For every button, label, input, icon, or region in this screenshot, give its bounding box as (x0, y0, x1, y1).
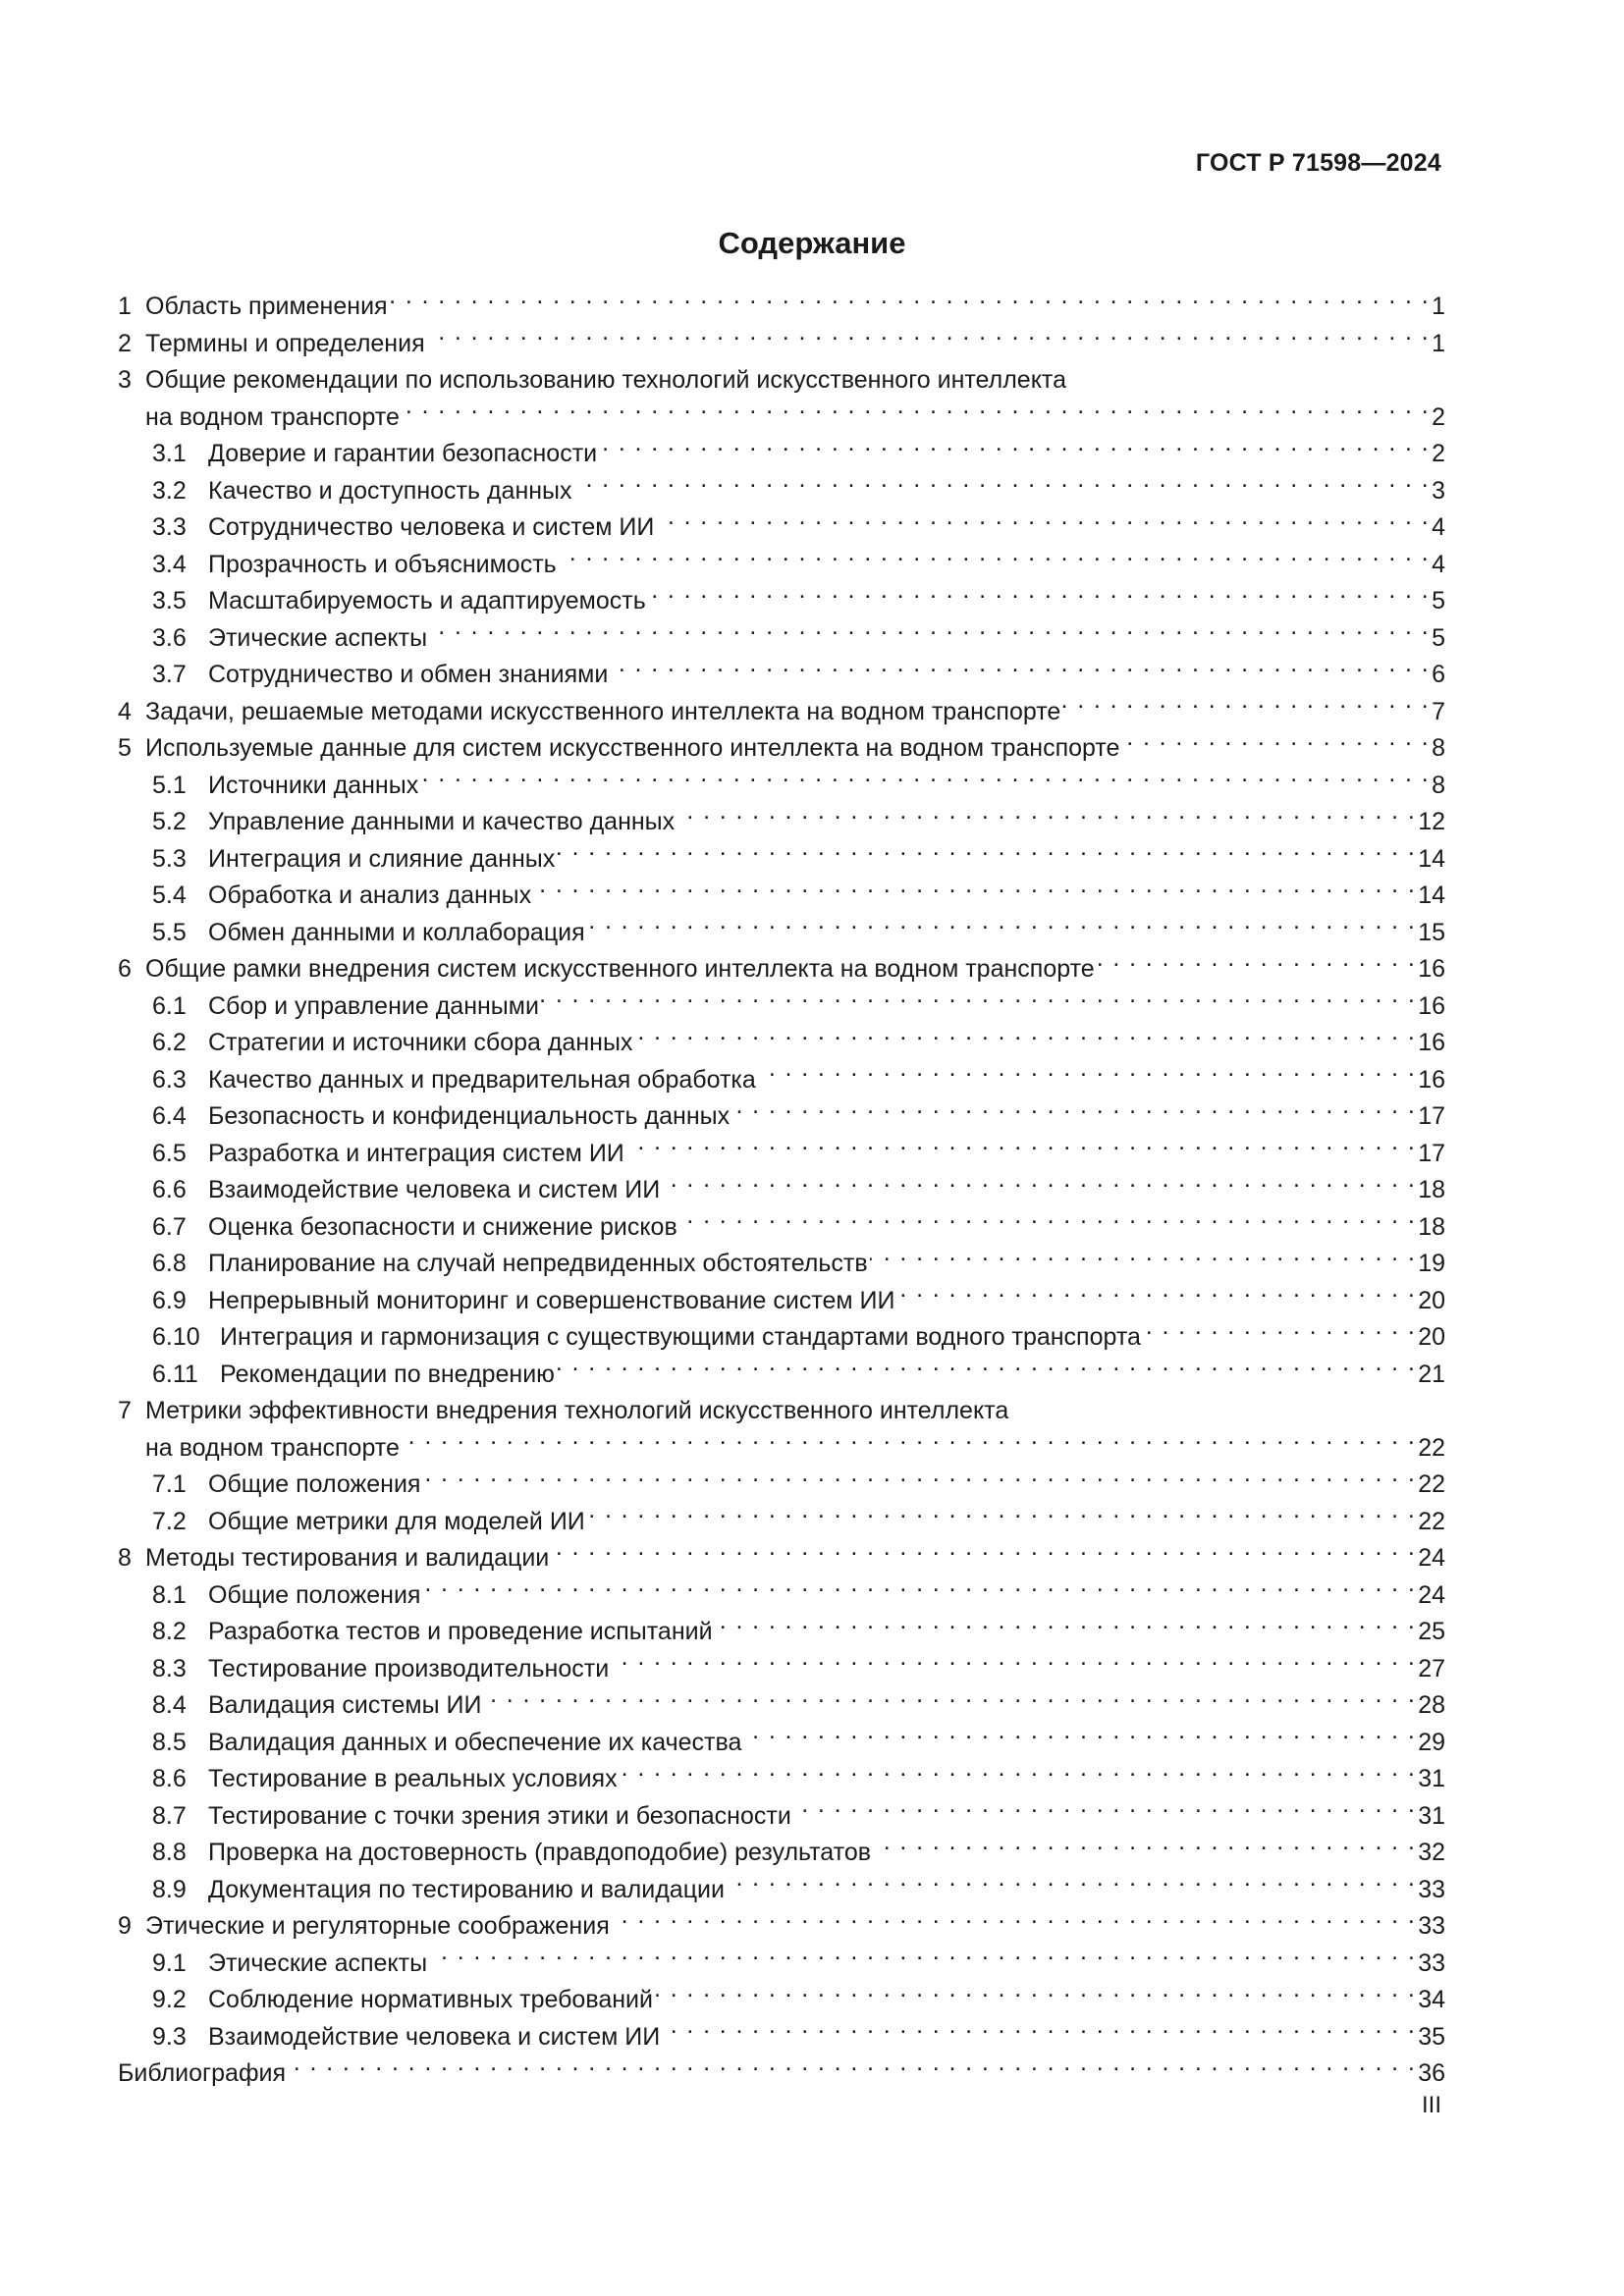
toc-entry-label: Общие метрики для моделей ИИ (208, 1507, 585, 1535)
toc-entry-number: 7.1 (152, 1470, 187, 1498)
toc-entry (118, 1467, 1445, 1504)
toc-entry-label: Разработка тестов и проведение испытаний (208, 1618, 713, 1645)
toc-entry (118, 988, 1445, 1026)
leader-dots (1097, 952, 1417, 977)
leader-dots (541, 989, 1416, 1014)
toc-entry-label: Прозрачность и объяснимость (208, 550, 557, 578)
toc-entry-label: Общие положения (208, 1580, 421, 1609)
toc-entry-page: 5 (1432, 587, 1445, 614)
toc-entry-page: 20 (1418, 1286, 1445, 1314)
toc-entry-label: Соблюдение нормативных требований (208, 1986, 653, 2013)
toc-entry-number: 9 (118, 1912, 132, 1940)
toc-entry-page: 7 (1432, 697, 1445, 725)
toc-entry-label: Тестирование с точки зрения этики и безопасности (208, 1801, 791, 1830)
toc-entry-page: 24 (1418, 1580, 1445, 1609)
leader-dots (626, 1137, 1416, 1161)
toc-entry-number: 5.5 (152, 918, 187, 946)
leader-dots (574, 474, 1431, 499)
toc-entry-label: Проверка на достоверность (правдоподобие) результатов (208, 1839, 872, 1866)
toc-entry-number: 3.6 (152, 623, 187, 652)
toc-entry-number: 3.5 (152, 587, 187, 614)
toc-entry (118, 1283, 1445, 1320)
leader-dots (743, 1726, 1416, 1750)
toc-entry-number: 3.2 (152, 476, 187, 505)
toc-entry-number: 8.6 (152, 1765, 187, 1792)
toc-entry-page: 21 (1418, 1360, 1445, 1388)
leader-dots (611, 1652, 1416, 1677)
leader-dots (662, 2020, 1416, 2045)
toc-entry-label: Тестирование производительности (208, 1654, 610, 1682)
toc-entry-number: 8.2 (152, 1618, 187, 1645)
toc-entry-number: 9.1 (152, 1949, 187, 1977)
toc-entry-page: 22 (1418, 1507, 1445, 1535)
leader-dots (870, 1247, 1417, 1271)
toc-entry-page: 33 (1418, 1949, 1445, 1977)
leader-dots (758, 1063, 1416, 1088)
toc-title: Содержание (718, 226, 906, 260)
toc-entry-label: Разработка и интеграция систем ИИ (208, 1139, 624, 1167)
toc-entry-page: 14 (1418, 844, 1445, 873)
toc-entry-label: Взаимодействие человека и систем ИИ (208, 2022, 661, 2051)
toc-entry (118, 1872, 1445, 1909)
toc-entry-page: 8 (1432, 771, 1445, 799)
page-number: III (1421, 2092, 1441, 2118)
toc-entry (118, 1172, 1445, 1209)
toc-entry (118, 1614, 1445, 1651)
toc-entry-label: Интеграция и слияние данных (208, 844, 556, 873)
toc-entry-page: 28 (1418, 1691, 1445, 1719)
toc-entry (118, 1982, 1445, 2019)
toc-entry-number: 8.7 (152, 1801, 187, 1830)
toc-entry-page: 20 (1418, 1323, 1445, 1351)
leader-dots (288, 2056, 1416, 2081)
leader-dots (557, 842, 1416, 867)
toc-entry-number: 6.4 (152, 1102, 187, 1130)
toc-entry-page: 8 (1432, 734, 1445, 762)
leader-dots (599, 437, 1430, 461)
leader-dots (679, 1210, 1416, 1235)
toc-entry-page: 22 (1418, 1433, 1445, 1462)
toc-entry-number: 8.3 (152, 1654, 187, 1682)
toc-entry (118, 1835, 1445, 1872)
toc-entry-number: 6.3 (152, 1065, 187, 1094)
toc-entry-page: 36 (1418, 2059, 1445, 2087)
toc-entry (118, 2056, 1445, 2093)
toc-entry-number: 6.10 (152, 1323, 200, 1351)
toc-entry-page: 17 (1418, 1102, 1445, 1130)
toc-entry-label: Методы тестирования и валидации (145, 1544, 550, 1572)
toc-entry-label: Непрерывный мониторинг и совершенствование систем ИИ (208, 1286, 895, 1314)
toc-entry-label: Источники данных (208, 771, 419, 799)
toc-entry-number: 3.4 (152, 550, 187, 578)
toc-entry (118, 436, 1445, 473)
toc-entry-number: 6.7 (152, 1212, 187, 1241)
toc-entry-page: 3 (1432, 476, 1445, 505)
toc-entry-label: Библиография (118, 2059, 287, 2087)
toc-entry-label: Обмен данными и коллаборация (208, 918, 585, 946)
toc-entry-page: 16 (1418, 991, 1445, 1020)
toc-entry-number: 3.7 (152, 661, 187, 688)
toc-entry-page: 27 (1418, 1654, 1445, 1682)
toc-entry-page: 17 (1418, 1139, 1445, 1167)
toc-entry-number: 6.9 (152, 1286, 187, 1314)
toc-entry-label: Стратегии и источники сбора данных (208, 1029, 633, 1056)
toc-entry (118, 1025, 1445, 1062)
toc-entry (118, 326, 1445, 363)
toc-entry-label: Метрики эффективности внедрения технологий искусственного интеллекта (145, 1397, 1009, 1424)
table-of-contents (118, 289, 1445, 2093)
toc-entry (118, 1651, 1445, 1688)
toc-entry-number: 5.4 (152, 881, 187, 909)
toc-entry (118, 547, 1445, 584)
leader-dots (612, 1909, 1416, 1934)
leader-dots (429, 1947, 1416, 1971)
leader-dots (731, 1099, 1416, 1124)
toc-entry (118, 1577, 1445, 1615)
toc-entry (118, 694, 1445, 731)
leader-dots (662, 1173, 1416, 1198)
toc-entry-number: 4 (118, 697, 132, 725)
toc-entry-page: 18 (1418, 1212, 1445, 1241)
toc-entry-page: 32 (1418, 1839, 1445, 1866)
leader-dots (551, 1541, 1416, 1566)
toc-entry-label: Сотрудничество человека и систем ИИ (208, 513, 655, 541)
toc-entry (118, 841, 1445, 879)
toc-entry-label: Документация по тестированию и валидации (208, 1875, 725, 1903)
toc-entry (118, 1136, 1445, 1173)
leader-dots (793, 1799, 1416, 1824)
leader-dots (420, 769, 1430, 793)
toc-entry-label: Валидация системы ИИ (208, 1691, 482, 1719)
toc-entry-label: Обработка и анализ данных (208, 881, 532, 909)
toc-entry-page: 34 (1418, 1986, 1445, 2013)
toc-entry-label: Интеграция и гармонизация с существующими стандартами водного транспорта (220, 1323, 1141, 1351)
toc-entry-page: 12 (1418, 808, 1445, 835)
toc-entry-page: 16 (1418, 1029, 1445, 1056)
leader-dots (634, 1026, 1416, 1050)
toc-entry-label: Качество и доступность данных (208, 476, 572, 505)
toc-entry (118, 1098, 1445, 1136)
toc-entry-label: Качество данных и предварительная обработка (208, 1065, 756, 1094)
toc-entry (118, 473, 1445, 510)
leader-dots (483, 1688, 1416, 1713)
toc-entry-number: 5.1 (152, 771, 187, 799)
toc-entry-number: 3 (118, 366, 132, 394)
toc-entry-page: 16 (1418, 955, 1445, 983)
toc-entry-number: 2 (118, 329, 132, 357)
toc-entry-label: Доверие и гарантии безопасности (208, 440, 598, 467)
leader-dots (715, 1615, 1417, 1639)
leader-dots (610, 658, 1430, 682)
toc-entry-number: 8.4 (152, 1691, 187, 1719)
toc-entry-page: 24 (1418, 1544, 1445, 1572)
toc-entry-label: Задачи, решаемые методами искусственного интеллекта на водном транспорте (145, 697, 1061, 725)
toc-entry-label: Взаимодействие человека и систем ИИ (208, 1176, 661, 1203)
toc-entry-label: Масштабируемость и адаптируемость (208, 587, 646, 614)
toc-entry-page: 1 (1432, 329, 1445, 357)
toc-entry (118, 620, 1445, 658)
toc-entry-label: Рекомендации по внедрению (220, 1360, 555, 1388)
toc-entry (118, 2019, 1445, 2056)
toc-entry-number: 6.5 (152, 1139, 187, 1167)
toc-entry (118, 915, 1445, 952)
toc-entry-page: 16 (1418, 1065, 1445, 1094)
toc-entry (118, 878, 1445, 915)
toc-entry-number: 8.5 (152, 1728, 187, 1756)
toc-entry-number: 3.1 (152, 440, 187, 467)
toc-entry-page: 31 (1418, 1765, 1445, 1792)
leader-dots (677, 805, 1416, 829)
toc-entry-number: 9.3 (152, 2022, 187, 2051)
leader-dots (533, 879, 1416, 903)
toc-entry-number: 6.2 (152, 1029, 187, 1056)
toc-entry-label-continued: на водном транспорте (145, 402, 400, 431)
toc-entry-label: Управление данными и качество данных (208, 808, 676, 835)
leader-dots (1062, 695, 1430, 720)
leader-dots (620, 1762, 1417, 1787)
toc-entry-page: 29 (1418, 1728, 1445, 1756)
toc-entry-page: 35 (1418, 2022, 1445, 2051)
leader-dots (390, 290, 1431, 314)
leader-dots (655, 1983, 1416, 2007)
toc-entry (118, 289, 1445, 326)
toc-entry-page: 14 (1418, 881, 1445, 909)
toc-entry (118, 583, 1445, 620)
toc-entry-page: 19 (1418, 1250, 1445, 1277)
toc-entry-label-continued: на водном транспорте (145, 1433, 400, 1462)
toc-entry (118, 1908, 1445, 1946)
leader-dots (402, 400, 1430, 425)
toc-entry-number: 8.9 (152, 1875, 187, 1903)
toc-entry-page: 2 (1432, 402, 1445, 431)
toc-entry-page: 18 (1418, 1176, 1445, 1203)
leader-dots (422, 1578, 1416, 1603)
toc-entry-label: Этические аспекты (208, 1949, 428, 1977)
toc-entry (118, 1725, 1445, 1762)
toc-entry (118, 1393, 1445, 1467)
toc-entry-number: 6.8 (152, 1250, 187, 1277)
toc-entry-page: 22 (1418, 1470, 1445, 1498)
toc-entry-page: 33 (1418, 1912, 1445, 1940)
toc-entry-label: Этические аспекты (208, 623, 428, 652)
leader-dots (587, 916, 1417, 940)
toc-entry-label: Сотрудничество и обмен знаниями (208, 661, 609, 688)
toc-entry-number: 9.2 (152, 1986, 187, 2013)
toc-entry-page: 25 (1418, 1618, 1445, 1645)
toc-entry-label: Сбор и управление данными (208, 991, 539, 1020)
toc-entry-number: 8.1 (152, 1580, 187, 1609)
leader-dots (422, 1468, 1416, 1492)
toc-entry (118, 951, 1445, 988)
toc-entry-number: 7.2 (152, 1507, 187, 1535)
toc-entry-number: 5 (118, 734, 132, 762)
toc-entry-label: Общие рекомендации по использованию технологий искусственного интеллекта (145, 366, 1067, 394)
toc-entry (118, 1946, 1445, 1983)
toc-entry-label: Тестирование в реальных условиях (208, 1765, 618, 1792)
toc-entry-page: 4 (1432, 513, 1445, 541)
toc-entry (118, 362, 1445, 436)
toc-entry-number: 7 (118, 1397, 132, 1424)
toc-entry-page: 15 (1418, 918, 1445, 946)
toc-entry-page: 33 (1418, 1875, 1445, 1903)
toc-entry-page: 2 (1432, 440, 1445, 467)
toc-entry-page: 6 (1432, 661, 1445, 688)
leader-dots (1121, 731, 1430, 756)
leader-dots (557, 1358, 1416, 1382)
toc-entry-label: Планирование на случай непредвиденных обстоятельств (208, 1250, 868, 1277)
toc-entry-label: Валидация данных и обеспечение их качества (208, 1728, 742, 1756)
toc-entry (118, 1246, 1445, 1283)
toc-entry-number: 6.11 (152, 1360, 198, 1388)
toc-entry-label: Этические и регуляторные соображения (145, 1912, 610, 1940)
toc-entry-number: 6 (118, 955, 132, 983)
toc-entry (118, 509, 1445, 547)
toc-entry (118, 1761, 1445, 1798)
toc-entry (118, 1357, 1445, 1394)
toc-entry (118, 1687, 1445, 1725)
toc-entry (118, 804, 1445, 841)
toc-entry-number: 8 (118, 1544, 132, 1572)
leader-dots (429, 621, 1430, 646)
leader-dots (1143, 1320, 1416, 1345)
toc-entry-page: 4 (1432, 550, 1445, 578)
toc-entry (118, 1319, 1445, 1357)
toc-entry (118, 1209, 1445, 1247)
leader-dots (427, 327, 1430, 351)
toc-entry-label: Область применения (145, 293, 388, 320)
toc-entry (118, 768, 1445, 805)
toc-entry-number: 6.6 (152, 1176, 187, 1203)
toc-entry (118, 1540, 1445, 1577)
toc-entry-page: 31 (1418, 1801, 1445, 1830)
toc-entry-number: 8.8 (152, 1839, 187, 1866)
document-code: ГОСТ Р 71598—2024 (1195, 149, 1441, 177)
leader-dots (559, 548, 1430, 572)
leader-dots (873, 1836, 1416, 1860)
leader-dots (656, 510, 1430, 535)
leader-dots (896, 1284, 1416, 1308)
toc-entry-number: 3.3 (152, 513, 187, 541)
toc-entry-number: 5.3 (152, 844, 187, 873)
toc-entry-label: Термины и определения (145, 329, 425, 357)
toc-entry-label: Используемые данные для систем искусственного интеллекта на водном транспорте (145, 734, 1120, 762)
leader-dots (727, 1873, 1416, 1897)
toc-entry-page: 1 (1432, 293, 1445, 320)
toc-entry-label: Общие положения (208, 1470, 421, 1498)
toc-entry (118, 1062, 1445, 1099)
toc-entry-number: 1 (118, 293, 132, 320)
toc-entry-page: 5 (1432, 623, 1445, 652)
leader-dots (402, 1431, 1416, 1456)
leader-dots (587, 1505, 1416, 1529)
leader-dots (648, 584, 1430, 609)
toc-entry-label: Оценка безопасности и снижение рисков (208, 1212, 677, 1241)
toc-entry (118, 1798, 1445, 1836)
toc-entry (118, 730, 1445, 768)
toc-entry-number: 5.2 (152, 808, 187, 835)
toc-entry (118, 657, 1445, 694)
toc-entry-number: 6.1 (152, 991, 187, 1020)
toc-entry (118, 1504, 1445, 1541)
toc-entry-label: Общие рамки внедрения систем искусственного интеллекта на водном транспорте (145, 955, 1095, 983)
toc-entry-label: Безопасность и конфиденциальность данных (208, 1102, 731, 1130)
